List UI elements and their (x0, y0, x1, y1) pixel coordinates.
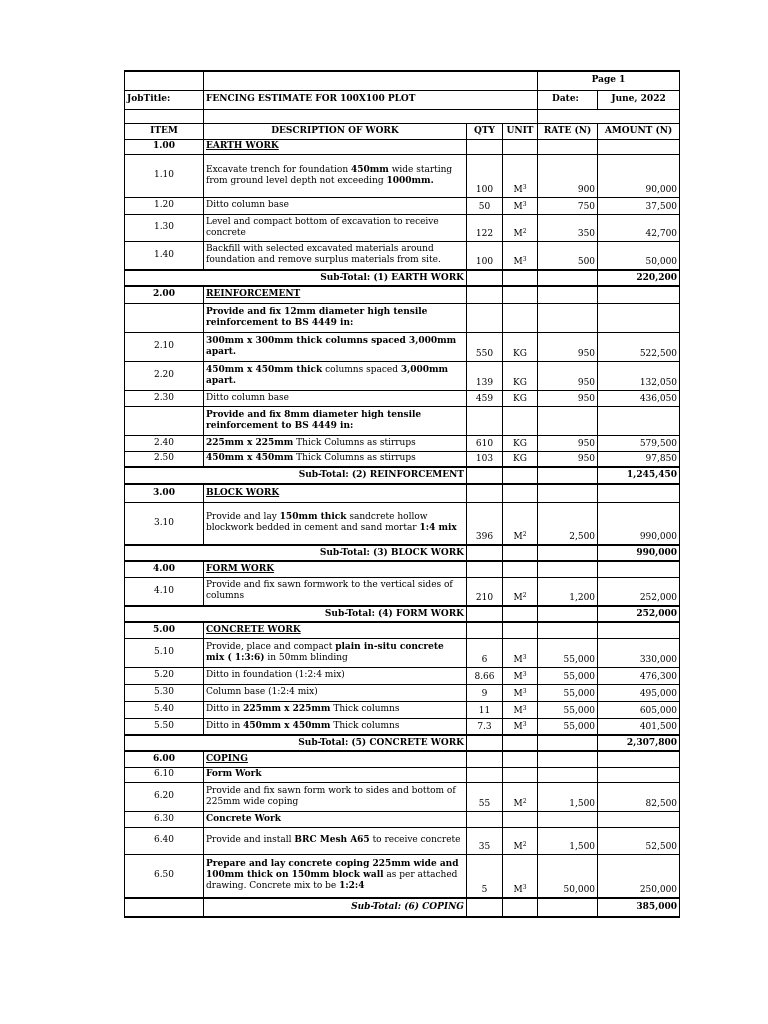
col-unit: UNIT (503, 123, 538, 139)
subtotal-amount: 2,307,800 (598, 735, 680, 751)
section-header: 1.00 EARTH WORK (125, 139, 680, 154)
subtotal-row: Sub-Total: (5) CONCRETE WORK 2,307,800 (125, 735, 680, 751)
section-header: 2.00 REINFORCEMENT (125, 286, 680, 303)
table-row: 2.10 300mm x 300mm thick columns spaced 3,000mm apart. 550 KG 950 522,500 (125, 332, 680, 361)
subtotal-amount: 1,245,450 (598, 467, 680, 484)
jobtitle-label: JobTitle: (125, 90, 204, 109)
table-row: 1.20 Ditto column base 50 $M^3$ 750 37,500 (125, 197, 680, 214)
col-qty: QTY (467, 123, 503, 139)
subtotal-amount: 252,000 (598, 606, 680, 622)
subtotal-row: Sub-Total: (1) EARTH WORK 220,200 (125, 270, 680, 286)
list-item: Provide and fix 12mm diameter high tensile reinforcement to BS 4449 in: (125, 303, 680, 332)
estimate-sheet (124, 70, 679, 918)
section-header: 3.00 BLOCK WORK (125, 484, 680, 502)
spacer-row (125, 109, 680, 123)
table-row: 5.10 Provide, place and compact plain in-situ concrete mix ( 1:3:6) in 50mm blinding 6 $M^3$ 55,000 330,000 (125, 638, 680, 667)
section-title: BLOCK WORK (204, 484, 467, 502)
list-item: Provide and fix 8mm diameter high tensile reinforcement to BS 4449 in: (125, 406, 680, 435)
table-row: 2.50 450mm x 450mm Thick Columns as stirrups 103 KG 950 97,850 (125, 451, 680, 467)
table-row: 4.10 Provide and fix sawn formwork to the vertical sides of columns 210 $M^2$ 1,200 252,000 (125, 577, 680, 606)
subtotal-amount: 990,000 (598, 545, 680, 561)
table-row: 6.20 Provide and fix sawn form work to sides and bottom of 225mm wide coping 55 $M^2$ 1,500 82,500 (125, 782, 680, 811)
col-item: ITEM (125, 123, 204, 139)
page-label: Page 1 (538, 71, 680, 90)
date-label: Date: (538, 90, 598, 109)
subtotal-row: Sub-Total: (4) FORM WORK 252,000 (125, 606, 680, 622)
table-row: 5.50 Ditto in 450mm x 450mm Thick columns 7.3 $M^3$ 55,000 401,500 (125, 718, 680, 735)
table-row: 3.10 Provide and lay 150mm thick sandcrete hollow blockwork bedded in cement and sand mortar 1:4 mix 396 $M^2$ 2,500 990,000 (125, 502, 680, 545)
table-row: 1.10 Excavate trench for foundation 450mm wide starting from ground level depth not exceeding 1000mm. 100 $M^3$ 900 90,000 (125, 154, 680, 197)
col-rate: RATE (N) (538, 123, 598, 139)
table-row: 6.10 Form Work (125, 767, 680, 782)
table-row: 5.30 Column base (1:2:4 mix) 9 $M^3$ 55,000 495,000 (125, 684, 680, 701)
table-row: 6.40 Provide and install BRC Mesh A65 to receive concrete 35 $M^2$ 1,500 52,500 (125, 827, 680, 854)
section-header: 5.00 CONCRETE WORK (125, 622, 680, 638)
table-row: 2.40 225mm x 225mm Thick Columns as stirrups 610 KG 950 579,500 (125, 435, 680, 451)
subtotal-row: Sub-Total: (3) BLOCK WORK 990,000 (125, 545, 680, 561)
section-title: REINFORCEMENT (204, 286, 467, 303)
table-row: 1.30 Level and compact bottom of excavation to receive concrete 122 $M^2$ 350 42,700 (125, 214, 680, 241)
section-header: 6.00 COPING (125, 751, 680, 767)
col-amount: AMOUNT (N) (598, 123, 680, 139)
table-row: 6.50 Prepare and lay concrete coping 225mm wide and 100mm thick on 150mm block wall as per attached drawing. Concrete mix to be 1:2:4 5 $M^3$ 50,000 250,000 (125, 854, 680, 898)
table-row: 5.40 Ditto in 225mm x 225mm Thick columns 11 $M^3$ 55,000 605,000 (125, 701, 680, 718)
section-title: EARTH WORK (204, 139, 467, 154)
estimate-table (124, 70, 680, 918)
section-header: 4.00 FORM WORK (125, 561, 680, 577)
table-row: 2.20 450mm x 450mm thick columns spaced 3,000mm apart. 139 KG 950 132,050 (125, 361, 680, 390)
date-value: June, 2022 (598, 90, 680, 109)
column-header-row (125, 123, 680, 139)
section-title: COPING (204, 751, 467, 767)
table-row: 6.30 Concrete Work (125, 811, 680, 827)
subtotal-row: Sub-Total: (2) REINFORCEMENT 1,245,450 (125, 467, 680, 484)
section-title: CONCRETE WORK (204, 622, 467, 638)
jobtitle-value: FENCING ESTIMATE FOR 100X100 PLOT (204, 90, 538, 109)
col-description: DESCRIPTION OF WORK (204, 123, 467, 139)
subtotal-amount: 385,000 (598, 898, 680, 917)
table-row: 2.30 Ditto column base 459 KG 950 436,050 (125, 390, 680, 406)
subtotal-row: Sub-Total: (6) COPING 385,000 (125, 898, 680, 917)
page-row (125, 71, 680, 90)
subtotal-amount: 220,200 (598, 270, 680, 286)
table-row: 1.40 Backfill with selected excavated materials around foundation and remove surplus materials from site. 100 $M^3$ 500 50,000 (125, 241, 680, 270)
section-title: FORM WORK (204, 561, 467, 577)
jobtitle-row (125, 90, 680, 109)
table-row: 5.20 Ditto in foundation (1:2:4 mix) 8.66 $M^3$ 55,000 476,300 (125, 667, 680, 684)
